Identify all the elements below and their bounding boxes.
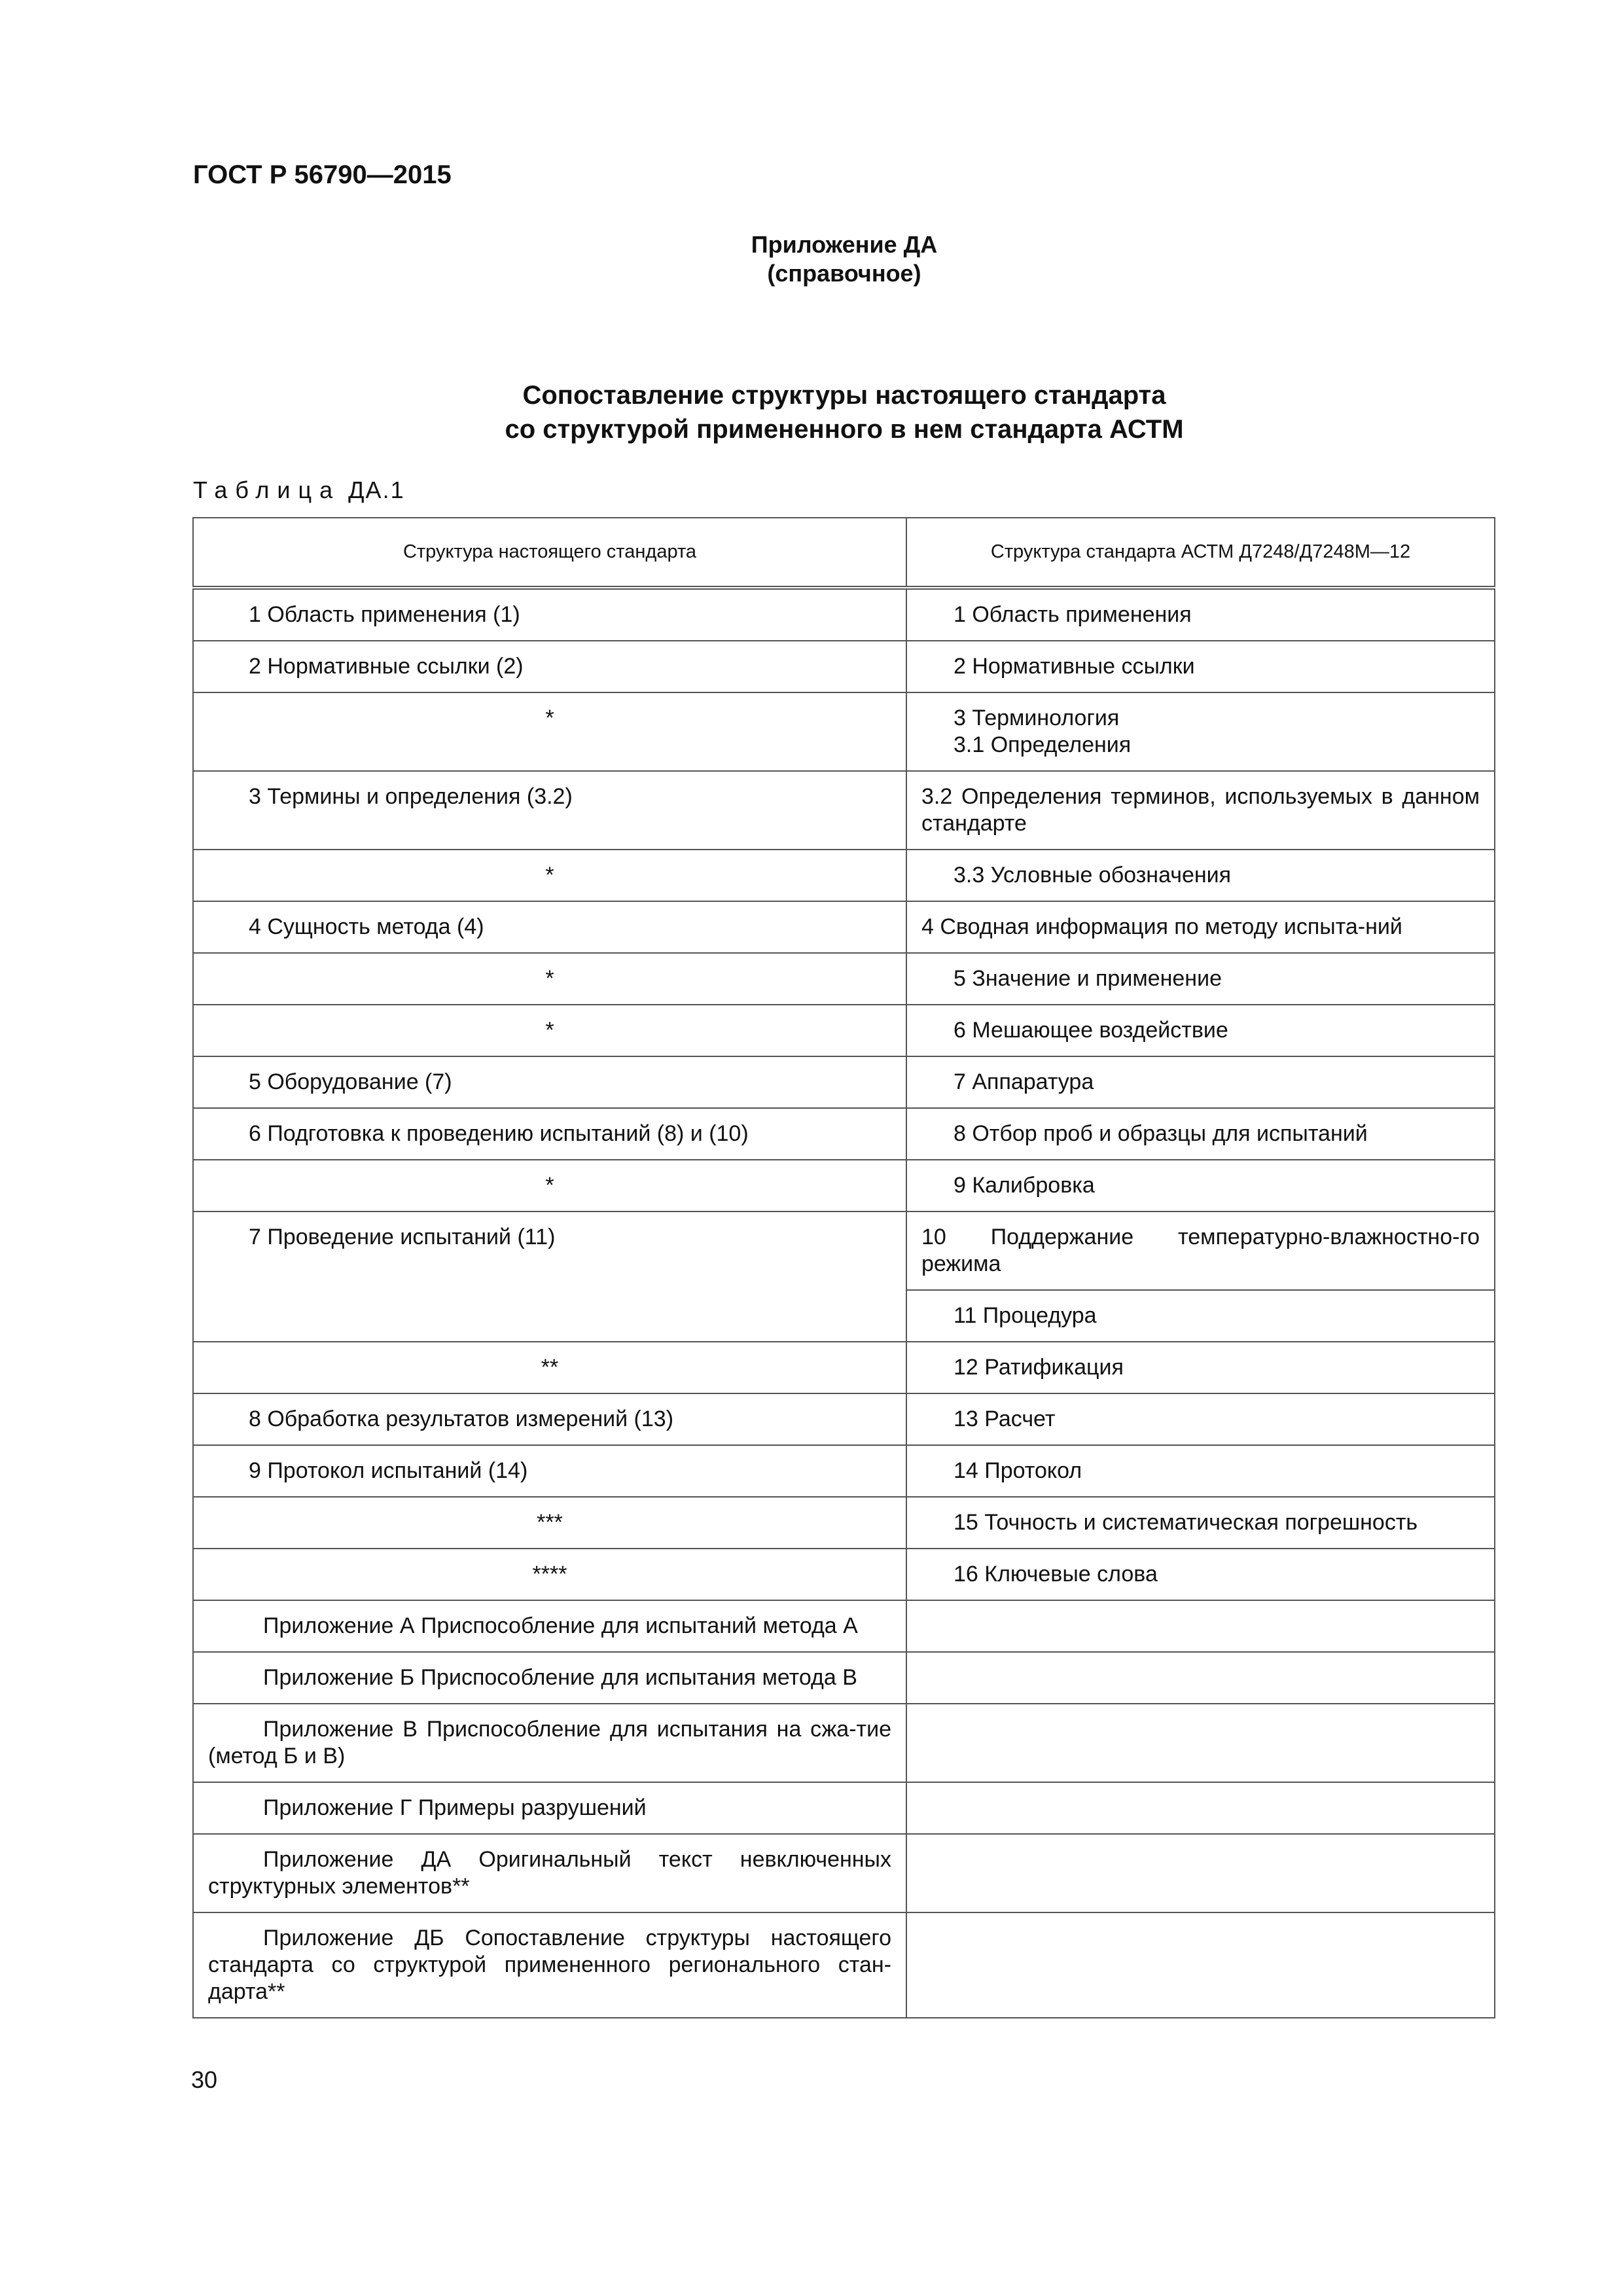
left-cell: *: [193, 1005, 906, 1056]
table-row: [193, 1912, 1495, 2018]
right-cell: 5 Значение и применение: [906, 953, 1495, 1005]
table-row: [193, 1393, 1495, 1445]
table-row: [193, 1549, 1495, 1600]
header-astm-standard: Структура стандарта АСТМ Д7248/Д7248М—12: [906, 518, 1495, 588]
left-cell: ***: [193, 1497, 906, 1549]
right-cell: [906, 1912, 1495, 2018]
table-header-row: [193, 518, 1495, 588]
left-cell: 1 Область применения (1): [193, 588, 906, 641]
left-cell: *: [193, 850, 906, 901]
left-cell: 8 Обработка результатов измерений (13): [193, 1393, 906, 1445]
right-cell: [906, 1600, 1495, 1652]
right-cell: 3.3 Условные обозначения: [906, 850, 1495, 901]
appendix-title: Приложение ДА: [751, 231, 938, 258]
right-cell: [906, 1704, 1495, 1782]
right-cell: 8 Отбор проб и образцы для испытаний: [906, 1108, 1495, 1160]
left-cell: **: [193, 1342, 906, 1393]
table-row: [193, 692, 1495, 771]
left-cell: Приложение Б Приспособление для испытания метода В: [193, 1652, 906, 1704]
right-cell: 9 Калибровка: [906, 1160, 1495, 1211]
right-cell-line: 3 Терминология: [954, 706, 1120, 730]
table-caption-number: ДА.1: [348, 476, 405, 503]
left-cell: 2 Нормативные ссылки (2): [193, 641, 906, 692]
left-cell: ****: [193, 1549, 906, 1600]
left-cell: Приложение Г Примеры разрушений: [193, 1782, 906, 1834]
right-cell: 16 Ключевые слова: [906, 1549, 1495, 1600]
right-cell: [906, 1211, 1495, 1290]
left-cell: Приложение В Приспособление для испытания на сжа-тие (метод Б и В): [193, 1704, 906, 1782]
table-row: [193, 1056, 1495, 1108]
table-row: [193, 850, 1495, 901]
document-code: ГОСТ Р 56790—2015: [193, 160, 452, 189]
right-cell: [906, 1782, 1495, 1834]
right-cell: [906, 1834, 1495, 1912]
table-caption-word: Таблица: [193, 476, 341, 503]
left-cell: 6 Подготовка к проведению испытаний (8) и (10): [193, 1108, 906, 1160]
right-cell-text: 4 Сводная информация по методу испыта-ний: [921, 914, 1402, 939]
table-row: [193, 771, 1495, 850]
right-cell-text: 10 Поддержание температурно-влажностно-го режима: [921, 1225, 1480, 1276]
left-cell: 7 Проведение испытаний (11): [193, 1211, 906, 1342]
right-cell: 7 Аппаратура: [906, 1056, 1495, 1108]
right-cell: 2 Нормативные ссылки: [906, 641, 1495, 692]
left-cell: *: [193, 692, 906, 771]
table-row: [193, 1600, 1495, 1652]
left-cell: *: [193, 953, 906, 1005]
right-cell: 6 Мешающее воздействие: [906, 1005, 1495, 1056]
right-cell: [906, 771, 1495, 850]
left-cell: 3 Термины и определения (3.2): [193, 771, 906, 850]
document-title: [0, 378, 1623, 446]
table-row: [193, 1211, 1495, 1290]
table-row: [193, 953, 1495, 1005]
left-cell: 4 Сущность метода (4): [193, 901, 906, 953]
right-cell: 13 Расчет: [906, 1393, 1495, 1445]
left-cell: 9 Протокол испытаний (14): [193, 1445, 906, 1497]
table-row: [193, 1704, 1495, 1782]
table-row: [193, 1497, 1495, 1549]
right-cell: 1 Область применения: [906, 588, 1495, 641]
right-cell: [906, 692, 1495, 771]
table-row: [193, 1834, 1495, 1912]
left-cell: Приложение ДБ Сопоставление структуры настоящего стандарта со структурой примененного регионального стан-дарта**: [193, 1912, 906, 2018]
left-cell: 5 Оборудование (7): [193, 1056, 906, 1108]
appendix-heading: [0, 230, 1623, 288]
table-row: [193, 1445, 1495, 1497]
right-cell: [906, 1652, 1495, 1704]
table-row: [193, 641, 1495, 692]
table-row: [193, 1342, 1495, 1393]
right-cell-text: 3.2 Определения терминов, используемых в данном стандарте: [921, 784, 1480, 836]
comparison-table: [192, 517, 1495, 2018]
right-cell: 14 Протокол: [906, 1445, 1495, 1497]
title-line-2: со структурой примененного в нем стандарта АСТМ: [505, 415, 1184, 444]
right-cell: 12 Ратификация: [906, 1342, 1495, 1393]
left-cell: *: [193, 1160, 906, 1211]
right-cell: 11 Процедура: [906, 1290, 1495, 1342]
right-cell: 15 Точность и систематическая погрешность: [906, 1497, 1495, 1549]
table-row: [193, 901, 1495, 953]
left-cell: Приложение ДА Оригинальный текст невключенных структурных элементов**: [193, 1834, 906, 1912]
page-number: 30: [191, 2066, 218, 2093]
table-row: [193, 1160, 1495, 1211]
table-row: [193, 1652, 1495, 1704]
header-this-standard: Структура настоящего стандарта: [193, 518, 906, 588]
table-row: [193, 588, 1495, 641]
appendix-kind: (справочное): [767, 260, 921, 287]
left-cell: Приложение А Приспособление для испытаний метода А: [193, 1600, 906, 1652]
right-cell: [906, 901, 1495, 953]
right-cell-line: 3.1 Определения: [954, 732, 1132, 757]
title-line-1: Сопоставление структуры настоящего стандарта: [522, 381, 1166, 410]
table-caption: [193, 476, 405, 504]
table-row: [193, 1005, 1495, 1056]
table-row: [193, 1108, 1495, 1160]
table-row: [193, 1782, 1495, 1834]
